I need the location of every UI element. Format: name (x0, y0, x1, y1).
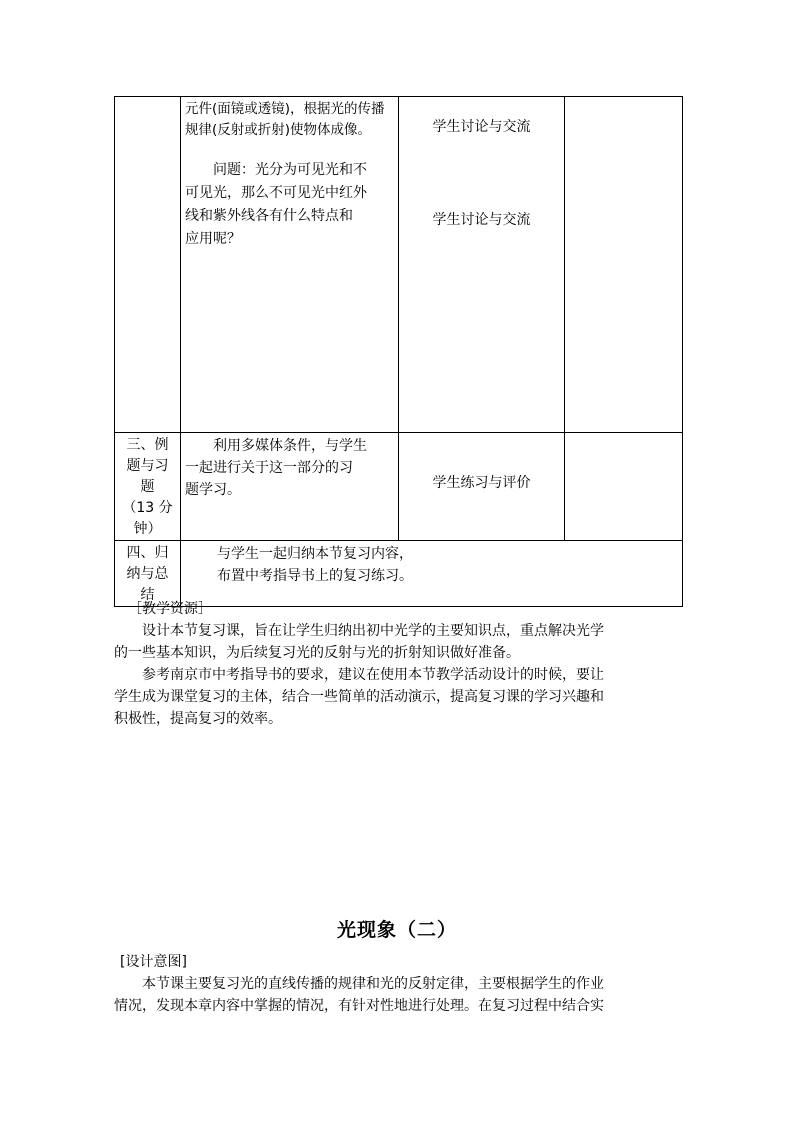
row2-student-cell (399, 433, 565, 541)
question-line: 应用呢？ (185, 231, 241, 247)
table-row (115, 97, 683, 433)
row1-student-cell (399, 97, 565, 433)
paragraph-line: 本节课主要复习光的直线传播的规律和光的反射定律，主要根据学生的作业 (142, 976, 604, 992)
paragraph-line: 设计本节复习课，旨在让学生归纳出初中光学的主要知识点，重点解决光学 (142, 623, 604, 639)
row1-content-cell (181, 97, 399, 433)
student-activity-text: 学生讨论与交流 (432, 212, 531, 228)
section-label-line: 题 (140, 479, 155, 495)
question-line: 问题：光分为可见光和不 (213, 162, 367, 178)
paragraph-line: 积极性，提高复习的效率。 (114, 711, 282, 727)
row1-notes-cell (565, 97, 683, 433)
row3-label-cell (115, 541, 181, 607)
row1-label-cell (115, 97, 181, 433)
row2-label-cell (115, 433, 181, 541)
paragraph-line: 的一些基本知识，为后续复习光的反射与光的折射知识做好准备。 (114, 645, 520, 661)
section-label-line: 纳与总 (126, 566, 169, 582)
row2-content-cell (181, 433, 399, 541)
text-line: 利用多媒体条件，与学生 (213, 438, 367, 454)
question-line: 线和紫外线各有什么特点和 (185, 208, 353, 224)
section-label-line: （13 分 (122, 500, 173, 516)
teaching-resources (114, 598, 680, 730)
section-heading: [设计意图] (120, 954, 187, 970)
table-row (115, 541, 683, 607)
text-line: 一起进行关于这一部分的习 (185, 460, 353, 476)
section-label-line: 钟） (133, 521, 162, 537)
paragraph-line: 情况，发现本章内容中掌握的情况，有针对性地进行处理。在复习过程中结合实 (114, 998, 604, 1014)
text-line: 规律(反射或折射)使物体成像。 (185, 122, 372, 138)
text-line: 与学生一起归纳本节复习内容， (217, 546, 413, 562)
student-activity-text: 学生练习与评价 (432, 475, 531, 491)
section-heading: ［教学资源］ (128, 601, 212, 617)
question-line: 可见光，那么不可见光中红外 (185, 185, 367, 201)
section-label-line: 三、例 (126, 437, 169, 453)
text-line: 元件(面镜或透镜)，根据光的传播 (185, 101, 385, 117)
section-label-line: 四、归 (126, 545, 169, 561)
section-label-line: 题与习 (126, 458, 169, 474)
row2-notes-cell (565, 433, 683, 541)
paragraph-line: 参考南京市中考指导书的要求，建议在使用本节教学活动设计的时候，要让 (142, 667, 604, 683)
paragraph-line: 学生成为课堂复习的主体，结合一些简单的活动演示，提高复习课的学习兴趣和 (114, 689, 604, 705)
table-row (115, 433, 683, 541)
lesson-plan-table (114, 96, 683, 607)
student-activity-text: 学生讨论与交流 (432, 119, 531, 135)
section-label-line: 结 (140, 587, 155, 603)
design-intent (114, 951, 680, 1017)
row3-content-cell (181, 541, 683, 607)
text-line: 布置中考指导书上的复习练习。 (217, 568, 413, 584)
text-line: 题学习。 (185, 482, 241, 498)
page-title: 光现象（二） (336, 919, 457, 941)
